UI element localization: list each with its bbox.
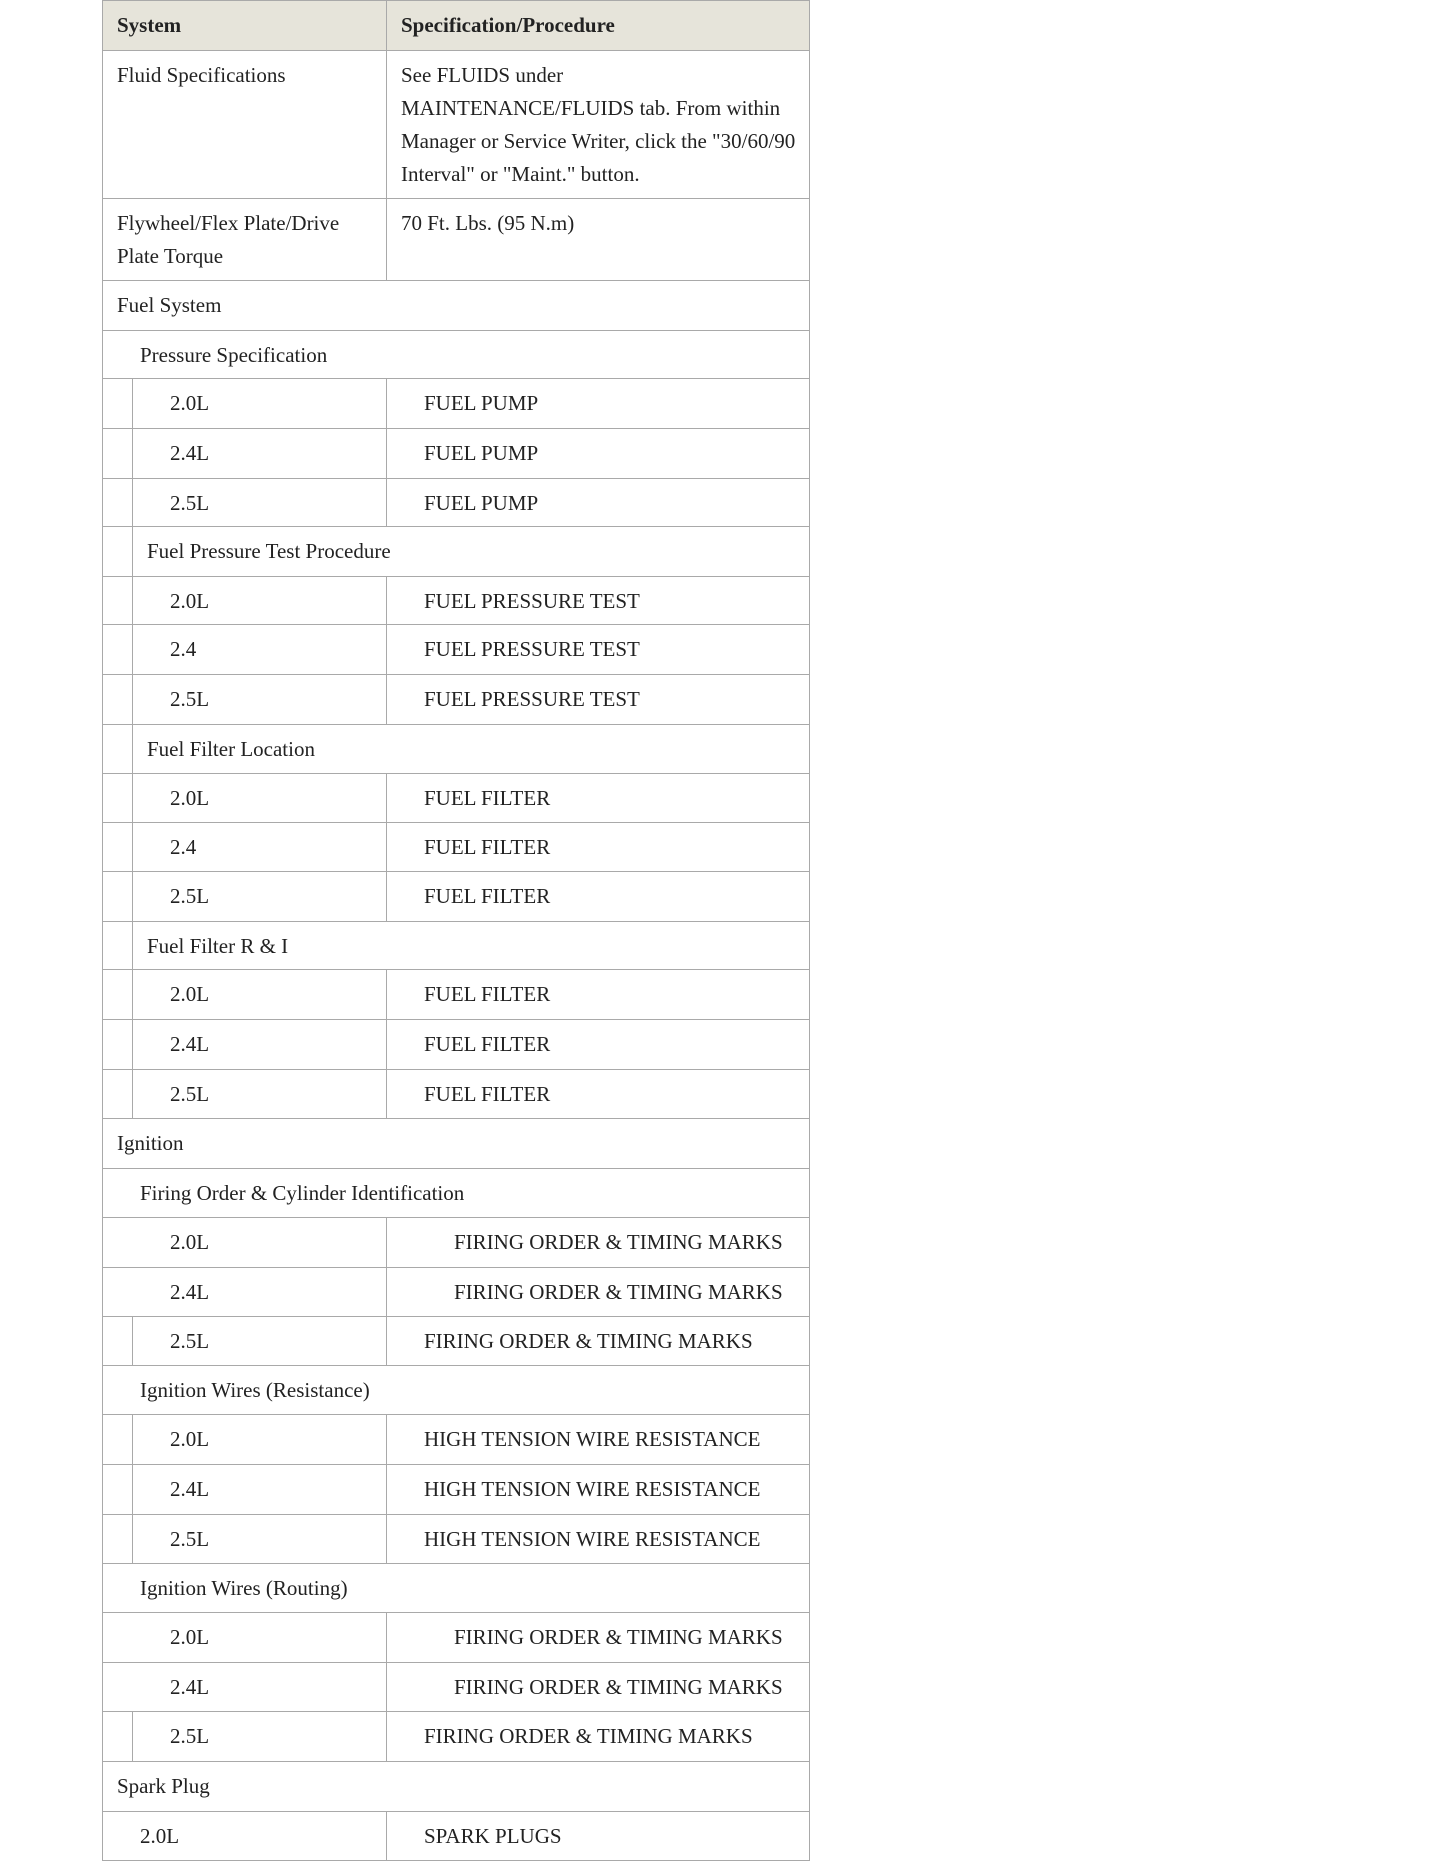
system-cell: 2.0L	[170, 589, 210, 613]
spec-cell: 70 Ft. Lbs. (95 N.m)	[401, 211, 575, 235]
column-divider	[386, 1218, 387, 1267]
table-row	[102, 625, 810, 675]
table-row	[102, 1218, 810, 1268]
spec-cell: See FLUIDS under MAINTENANCE/FLUIDS tab. From within Manager or Service Writer, click the "30/60/90 Interval" or "Maint." button.	[401, 63, 796, 186]
table-row	[102, 199, 810, 281]
system-cell: 2.4L	[170, 441, 210, 465]
system-cell: 2.0L	[170, 1625, 210, 1649]
table-row	[102, 970, 810, 1020]
indent-divider	[132, 1515, 133, 1563]
system-cell: 2.0L	[170, 982, 210, 1006]
table-row	[102, 725, 810, 774]
table-row	[102, 1415, 810, 1465]
spec-cell: FUEL FILTER	[424, 835, 551, 859]
table-row	[102, 51, 810, 199]
column-divider	[386, 429, 387, 478]
spec-table	[102, 0, 810, 1861]
system-cell: 2.0L	[170, 1427, 210, 1451]
indent-divider	[132, 872, 133, 921]
indent-divider	[132, 625, 133, 674]
table-row	[102, 1663, 810, 1712]
spec-cell: FUEL PUMP	[424, 491, 539, 515]
section-label: Ignition	[117, 1131, 184, 1155]
system-cell: 2.5L	[170, 491, 210, 515]
system-cell: 2.0L	[170, 786, 210, 810]
column-divider	[386, 625, 387, 674]
table-row	[102, 1366, 810, 1415]
table-row	[102, 1515, 810, 1564]
column-divider	[386, 1613, 387, 1662]
table-body	[102, 51, 810, 1861]
column-divider	[386, 1515, 387, 1563]
column-divider	[386, 1465, 387, 1514]
table-row	[102, 1268, 810, 1317]
column-divider	[386, 1663, 387, 1711]
column-divider	[386, 1020, 387, 1069]
column-divider	[386, 51, 387, 198]
section-label: Fuel System	[117, 293, 222, 317]
table-row	[102, 774, 810, 823]
system-cell: 2.5L	[170, 1329, 210, 1353]
column-divider	[386, 1, 387, 50]
table-row	[102, 1762, 810, 1812]
indent-divider	[132, 379, 133, 428]
header-system: System	[117, 13, 182, 37]
indent-divider	[132, 577, 133, 624]
column-divider	[386, 1070, 387, 1118]
indent-divider	[132, 1415, 133, 1464]
indent-divider	[132, 922, 133, 969]
spec-cell: FIRING ORDER & TIMING MARKS	[424, 1329, 753, 1353]
indent-divider	[132, 1712, 133, 1761]
table-row	[102, 1564, 810, 1613]
spec-cell: FUEL PUMP	[424, 391, 539, 415]
indent-divider	[132, 970, 133, 1019]
spec-cell: FUEL FILTER	[424, 884, 551, 908]
spec-cell: FUEL PRESSURE TEST	[424, 637, 640, 661]
column-divider	[386, 1317, 387, 1365]
indent-divider	[132, 675, 133, 724]
column-divider	[386, 872, 387, 921]
table-row	[102, 823, 810, 872]
table-row	[102, 1613, 810, 1663]
column-divider	[386, 774, 387, 822]
indent-divider	[132, 1317, 133, 1365]
table-row	[102, 1020, 810, 1070]
system-cell: 2.5L	[170, 884, 210, 908]
spec-cell: FIRING ORDER & TIMING MARKS	[454, 1280, 783, 1304]
table-row	[102, 1712, 810, 1762]
indent-divider	[132, 429, 133, 478]
section-label: Ignition Wires (Routing)	[140, 1576, 348, 1600]
system-cell: 2.4L	[170, 1675, 210, 1699]
spec-cell: FIRING ORDER & TIMING MARKS	[454, 1625, 783, 1649]
column-divider	[386, 970, 387, 1019]
system-cell: Flywheel/Flex Plate/Drive Plate Torque	[117, 211, 340, 268]
table-row	[102, 1070, 810, 1119]
table-row	[102, 379, 810, 429]
system-cell: 2.4L	[170, 1477, 210, 1501]
indent-divider	[132, 1020, 133, 1069]
system-cell: 2.5L	[170, 1082, 210, 1106]
system-cell: Fluid Specifications	[117, 63, 286, 87]
spec-cell: FUEL FILTER	[424, 786, 551, 810]
spec-cell: FIRING ORDER & TIMING MARKS	[454, 1230, 783, 1254]
table-row	[102, 479, 810, 527]
system-cell: 2.5L	[170, 687, 210, 711]
system-cell: 2.4L	[170, 1280, 210, 1304]
spec-cell: FUEL PRESSURE TEST	[424, 687, 640, 711]
indent-divider	[132, 1465, 133, 1514]
spec-cell: HIGH TENSION WIRE RESISTANCE	[424, 1527, 761, 1551]
table-row	[102, 1465, 810, 1515]
section-label: Pressure Specification	[140, 343, 328, 367]
column-divider	[386, 675, 387, 724]
column-divider	[386, 823, 387, 871]
table-row	[102, 872, 810, 922]
section-label: Firing Order & Cylinder Identification	[140, 1181, 465, 1205]
spec-cell: HIGH TENSION WIRE RESISTANCE	[424, 1427, 761, 1451]
column-divider	[386, 577, 387, 624]
table-row	[102, 331, 810, 379]
table-row	[102, 1812, 810, 1861]
system-cell: 2.5L	[170, 1724, 210, 1748]
table-row	[102, 577, 810, 625]
spec-cell: FIRING ORDER & TIMING MARKS	[454, 1675, 783, 1699]
spec-cell: FUEL PRESSURE TEST	[424, 589, 640, 613]
table-row	[102, 1317, 810, 1366]
indent-divider	[132, 823, 133, 871]
spec-cell: FUEL FILTER	[424, 982, 551, 1006]
system-cell: 2.0L	[140, 1824, 180, 1848]
spec-cell: FUEL PUMP	[424, 441, 539, 465]
column-divider	[386, 1415, 387, 1464]
section-label: Ignition Wires (Resistance)	[140, 1378, 370, 1402]
system-cell: 2.4	[170, 835, 197, 859]
section-label: Fuel Filter R & I	[147, 934, 289, 958]
spec-cell: HIGH TENSION WIRE RESISTANCE	[424, 1477, 761, 1501]
system-cell: 2.4	[170, 637, 197, 661]
table-row	[102, 429, 810, 479]
column-divider	[386, 1268, 387, 1316]
section-label: Spark Plug	[117, 1774, 210, 1798]
column-divider	[386, 1712, 387, 1761]
system-cell: 2.0L	[170, 1230, 210, 1254]
table-row	[102, 1119, 810, 1169]
column-divider	[386, 379, 387, 428]
table-row	[102, 922, 810, 970]
system-cell: 2.4L	[170, 1032, 210, 1056]
column-divider	[386, 199, 387, 280]
spec-cell: SPARK PLUGS	[424, 1824, 562, 1848]
table-row	[102, 675, 810, 725]
indent-divider	[132, 725, 133, 773]
indent-divider	[132, 774, 133, 822]
column-divider	[386, 1812, 387, 1860]
column-divider	[386, 479, 387, 526]
header-specification: Specification/Procedure	[401, 13, 615, 37]
indent-divider	[132, 1070, 133, 1118]
system-cell: 2.5L	[170, 1527, 210, 1551]
system-cell: 2.0L	[170, 391, 210, 415]
table-row	[102, 527, 810, 577]
table-row	[102, 281, 810, 331]
spec-cell: FIRING ORDER & TIMING MARKS	[424, 1724, 753, 1748]
table-row	[102, 1169, 810, 1218]
indent-divider	[132, 479, 133, 526]
section-label: Fuel Pressure Test Procedure	[147, 539, 391, 563]
spec-cell: FUEL FILTER	[424, 1032, 551, 1056]
section-label: Fuel Filter Location	[147, 737, 315, 761]
table-header-row	[102, 0, 810, 51]
indent-divider	[132, 527, 133, 576]
spec-cell: FUEL FILTER	[424, 1082, 551, 1106]
